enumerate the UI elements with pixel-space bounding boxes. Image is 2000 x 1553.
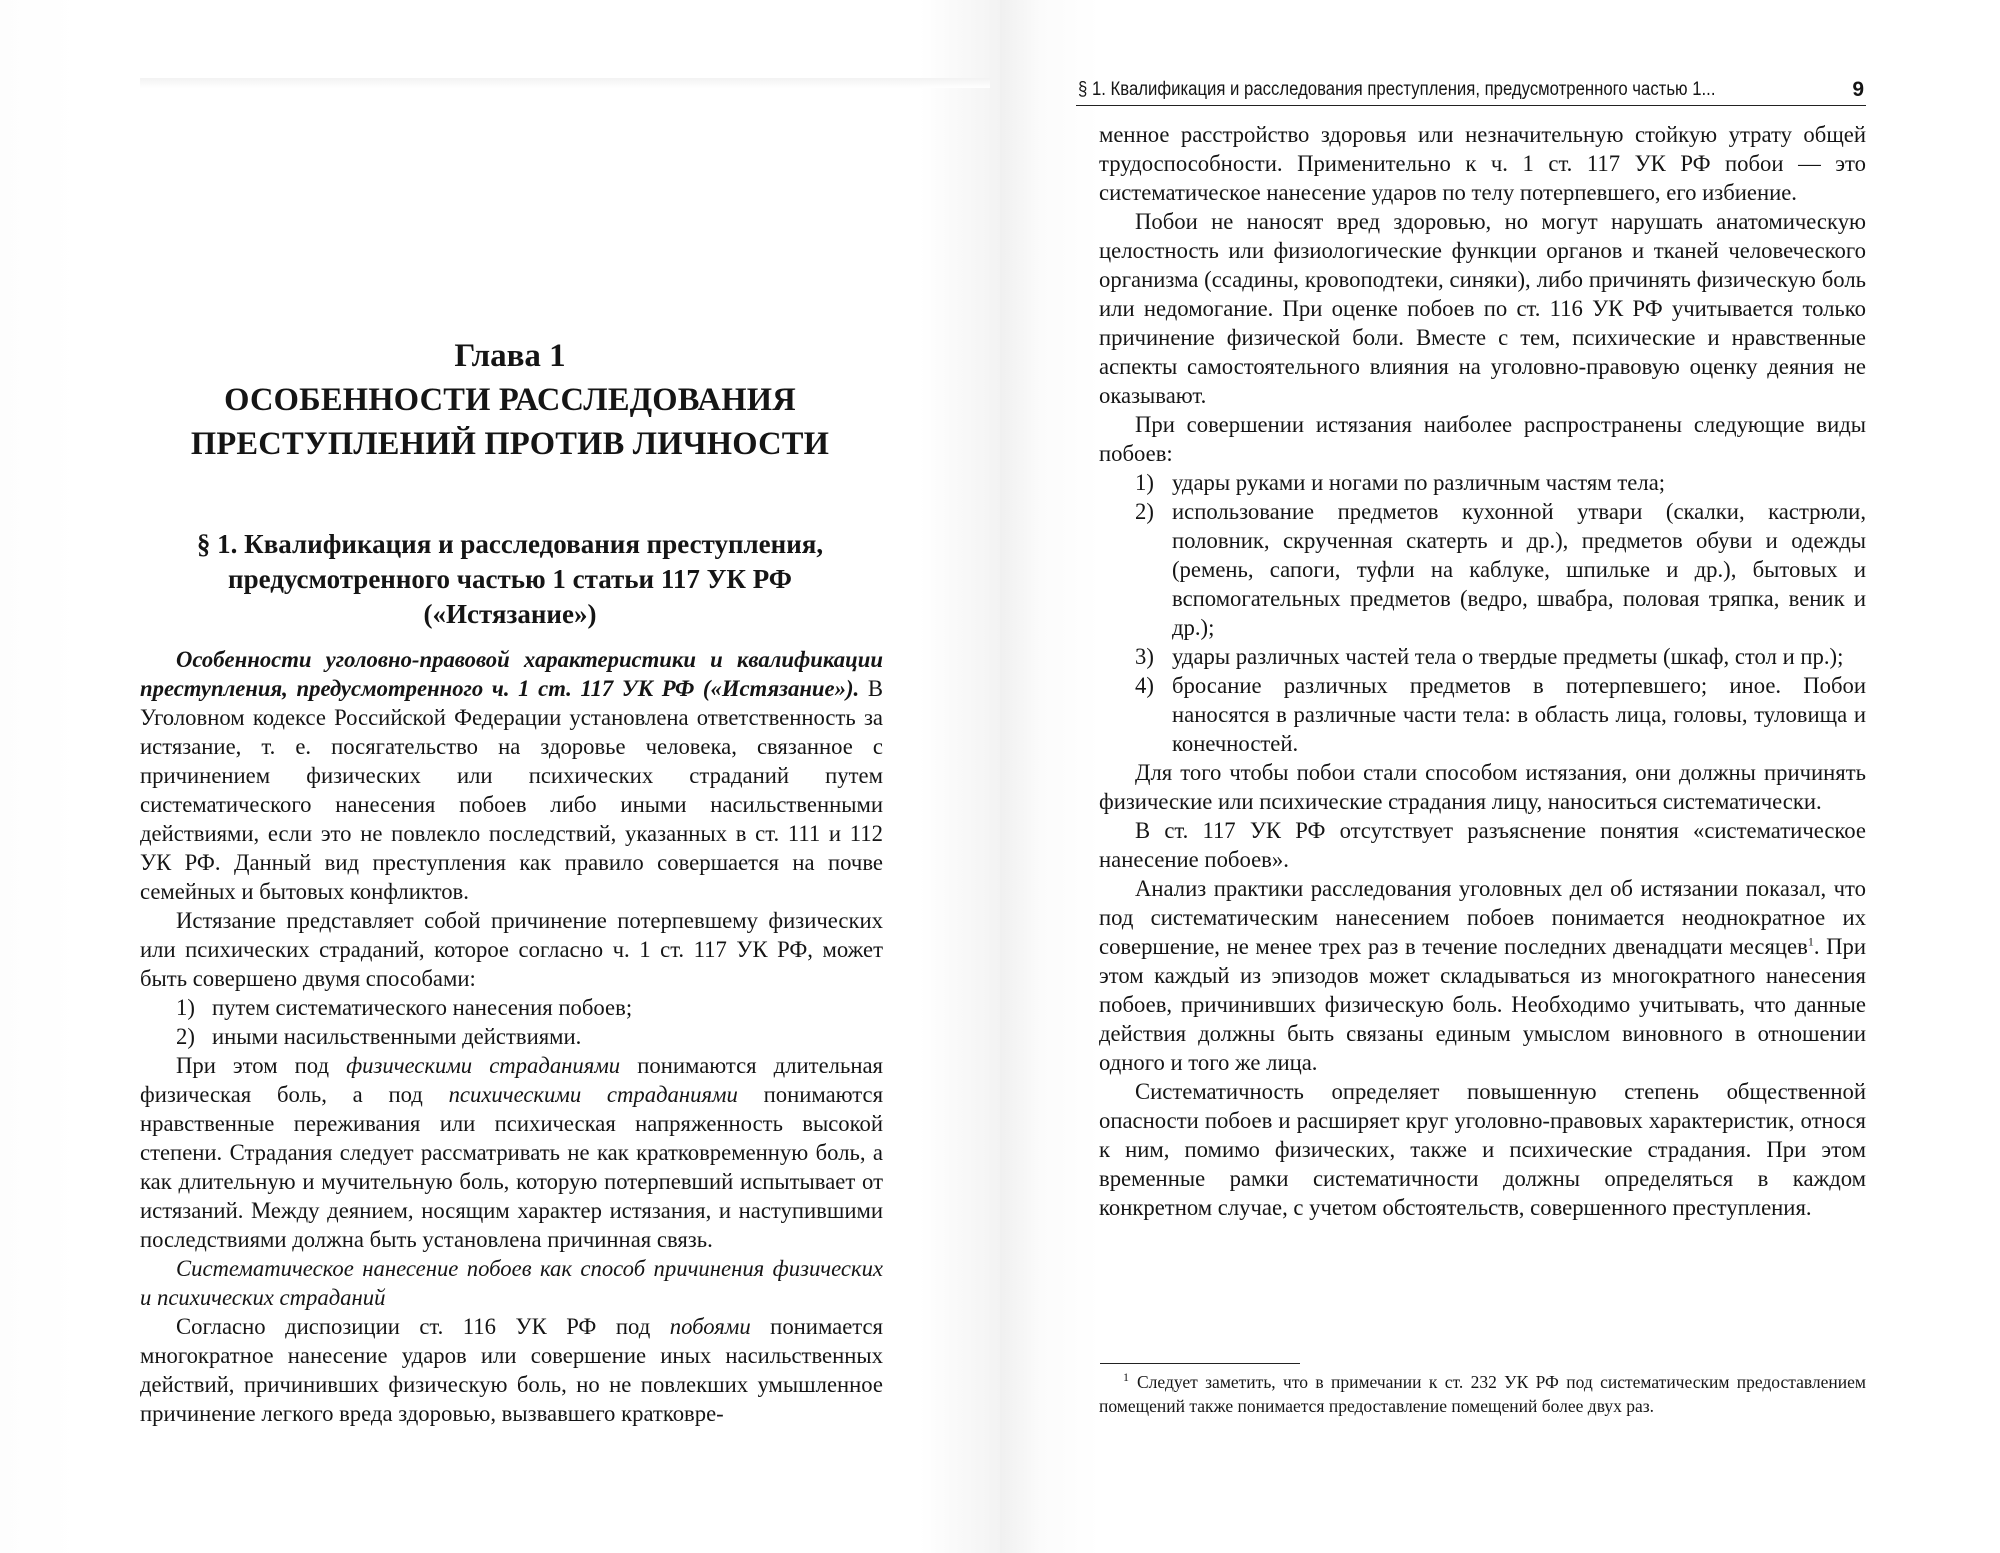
running-header	[1076, 75, 1866, 106]
list-item	[140, 993, 883, 1022]
chapter-title-line-1: ОСОБЕННОСТИ РАССЛЕДОВАНИЯ	[224, 382, 796, 418]
footnote-text: Следует заметить, что в примечании к ст. 232 УК РФ под систематическим предоставлением помещений также понимается предоставление помещений более двух раз.	[1099, 1372, 1866, 1416]
paragraph-7: Систематичность определяет повышенную степень общественной опасности побоев и расширяет круг уголовно-правовых характеристик, относя к ним, помимо физических, также и психические страдания. При этом временные рамки систематичности должны определяться в каждом конкретном случае, с учетом обстоятельств, совершенного преступления.	[1099, 1079, 1866, 1220]
left-page-body	[140, 645, 883, 1428]
list-item	[1099, 642, 1866, 671]
footnote	[1099, 1370, 1866, 1418]
term-physical-suffering: физическими страданиями	[346, 1053, 621, 1078]
chapter-title-line-2: ПРЕСТУПЛЕНИЙ ПРОТИВ ЛИЧНОСТИ	[190, 426, 830, 462]
paragraph-2: Побои не наносят вред здоровью, но могут нарушать анатомическую целостность или физиологические функции органов и тканей человеческого организма (ссадины, кровоподтеки, синяки), либо причинять физическую боль или недомогание. При оценке побоев по ст. 116 УК РФ учитывается только причинение физической боли. Вместе с тем, психические и нравственные аспекты самостоятельного влияния на уголовно-правовую оценку деяния не оказывают.	[1099, 209, 1866, 408]
list-item	[1099, 497, 1866, 642]
section-heading	[140, 527, 880, 632]
footnote-divider	[1100, 1363, 1300, 1364]
list-item-text: удары различных частей тела о твердые предметы (шкаф, стол и пр.);	[1172, 644, 1844, 669]
paragraph-5-text-a: Согласно диспозиции ст. 116 УК РФ под	[176, 1314, 670, 1339]
section-title-line-3: («Истязание»)	[423, 599, 597, 629]
section-title-line-2: предусмотренного частью 1 статьи 117 УК РФ	[228, 564, 792, 594]
list-item-number: 4)	[1135, 673, 1154, 698]
page-number: 9	[1852, 78, 1864, 101]
paragraph-3: При совершении истязания наиболее распространены следующие виды побоев:	[1099, 412, 1866, 466]
paragraph-4: Для того чтобы побои стали способом истязания, они должны причинять физические или психические страдания лицу, наноситься систематически.	[1099, 760, 1866, 814]
list-item-text: бросание различных предметов в потерпевшего; иное. Побои наносятся в различные части тела: в область лица, головы, туловища и конечностей.	[1172, 673, 1866, 756]
list-item-number: 3)	[1135, 644, 1154, 669]
paragraph-2: Истязание представляет собой причинение потерпевшему физических или психических страданий, которое согласно ч. 1 ст. 117 УК РФ, может быть совершено двумя способами:	[140, 908, 883, 991]
footnote-reference[interactable]: 1	[1807, 934, 1814, 949]
list-item-number: 1)	[176, 995, 195, 1020]
list-item-number: 2)	[1135, 499, 1154, 524]
footnote-mark: 1	[1123, 1370, 1129, 1385]
list-item-text: иными насильственными действиями.	[212, 1024, 582, 1049]
list-item-number: 1)	[1135, 470, 1154, 495]
paragraph-3	[140, 1051, 883, 1254]
paragraph-3-text-a: При этом под	[176, 1053, 347, 1078]
list-item	[1099, 671, 1866, 758]
section-title-line-1: § 1. Квалификация и расследования преступления,	[196, 529, 824, 559]
running-head-title: § 1. Квалификация и расследования преступления, предусмотренного частью 1...	[1078, 79, 1716, 100]
paragraph-3-text-c: понимаются нравственные переживания или психическая напряженность высокой степени. Страдания следует рассматривать не как кратковременную боль, а как длительную и мучительную боль, которую потерпевший испытывает от истязаний. Между деянием, носящим характер истязания, и наступившими последствиями должна быть установлена причинная связь.	[140, 1082, 884, 1252]
list-item-text: путем систематического нанесения побоев;	[212, 995, 633, 1020]
paragraph-1-heading: Особенности уголовно-правовой характеристики и квалификации преступления, предусмотренного ч. 1 ст. 117 УК РФ («Истязание»).	[140, 647, 883, 701]
paragraph-6	[1099, 874, 1866, 1077]
paragraph-5-text-b: понимается многократное нанесение ударов или совершение иных насильственных действий, причинивших физическую боль, но не повлекших умышленное причинение легкого вреда здоровью, вызвавшего кратковре-	[140, 1314, 883, 1426]
list-item	[140, 1022, 883, 1051]
paragraph-3-text-b: понимаются длительная физическая боль, а под	[140, 1053, 883, 1107]
subheading-italic: Систематическое нанесение побоев как способ причинения физических и психических страданий	[140, 1256, 883, 1310]
list-item-number: 2)	[176, 1024, 195, 1049]
term-beatings: побоями	[669, 1314, 751, 1339]
list-item	[1099, 468, 1866, 497]
paragraph-5: В ст. 117 УК РФ отсутствует разъяснение понятия «систематическое нанесение побоев».	[1099, 818, 1866, 872]
paragraph-1-text: В Уголовном кодексе Российской Федерации установлена ответственность за истязание, т. е. посягательство на здоровье человека, связанное с причинением физических или психических страданий путем систематического нанесения побоев либо иными насильственными действиями, если это не повлекло последствий, указанных в ст. 111 и 112 УК РФ. Данный вид преступления как правило совершается на почве семейных и бытовых конфликтов.	[140, 676, 883, 904]
page-top-shadow	[140, 78, 990, 88]
paragraph-6-text-a: Анализ практики расследования уголовных дел об истязании показал, что под систематическим нанесением побоев понимается неоднократное их совершение, не менее трех раз в течение последних двенадцати месяцев	[1099, 876, 1866, 959]
chapter-heading	[140, 334, 880, 466]
right-page-body	[1099, 120, 1866, 1222]
chapter-number: Глава 1	[454, 338, 566, 374]
paragraph-continued: менное расстройство здоровья или незначительную стойкую утрату общей трудоспособности. Применительно к ч. 1 ст. 117 УК РФ побои — это систематическое нанесение ударов по телу потерпевшего, его избиение.	[1099, 122, 1866, 205]
right-page	[1000, 0, 2000, 1553]
list-item-text: использование предметов кухонной утвари (скалки, кастрюли, половник, скрученная скатерть и др.), предметов обуви и одежды (ремень, сапоги, туфли на каблуке, шпильке и др.), бытовых и вспомогательных предметов (ведро, швабра, половая тряпка, веник и др.);	[1172, 499, 1866, 640]
paragraph-6-text-b: . При этом каждый из эпизодов может складываться из многократного нанесения побоев, причинивших физическую боль. Необходимо учитывать, что данные действия должны быть связаны единым умыслом виновного в отношении одного и того же лица.	[1099, 934, 1866, 1075]
paragraph-1	[140, 645, 883, 906]
paragraph-5	[140, 1312, 883, 1428]
term-mental-suffering: психическими страданиями	[448, 1082, 738, 1107]
list-item-text: удары руками и ногами по различным частям тела;	[1172, 470, 1666, 495]
